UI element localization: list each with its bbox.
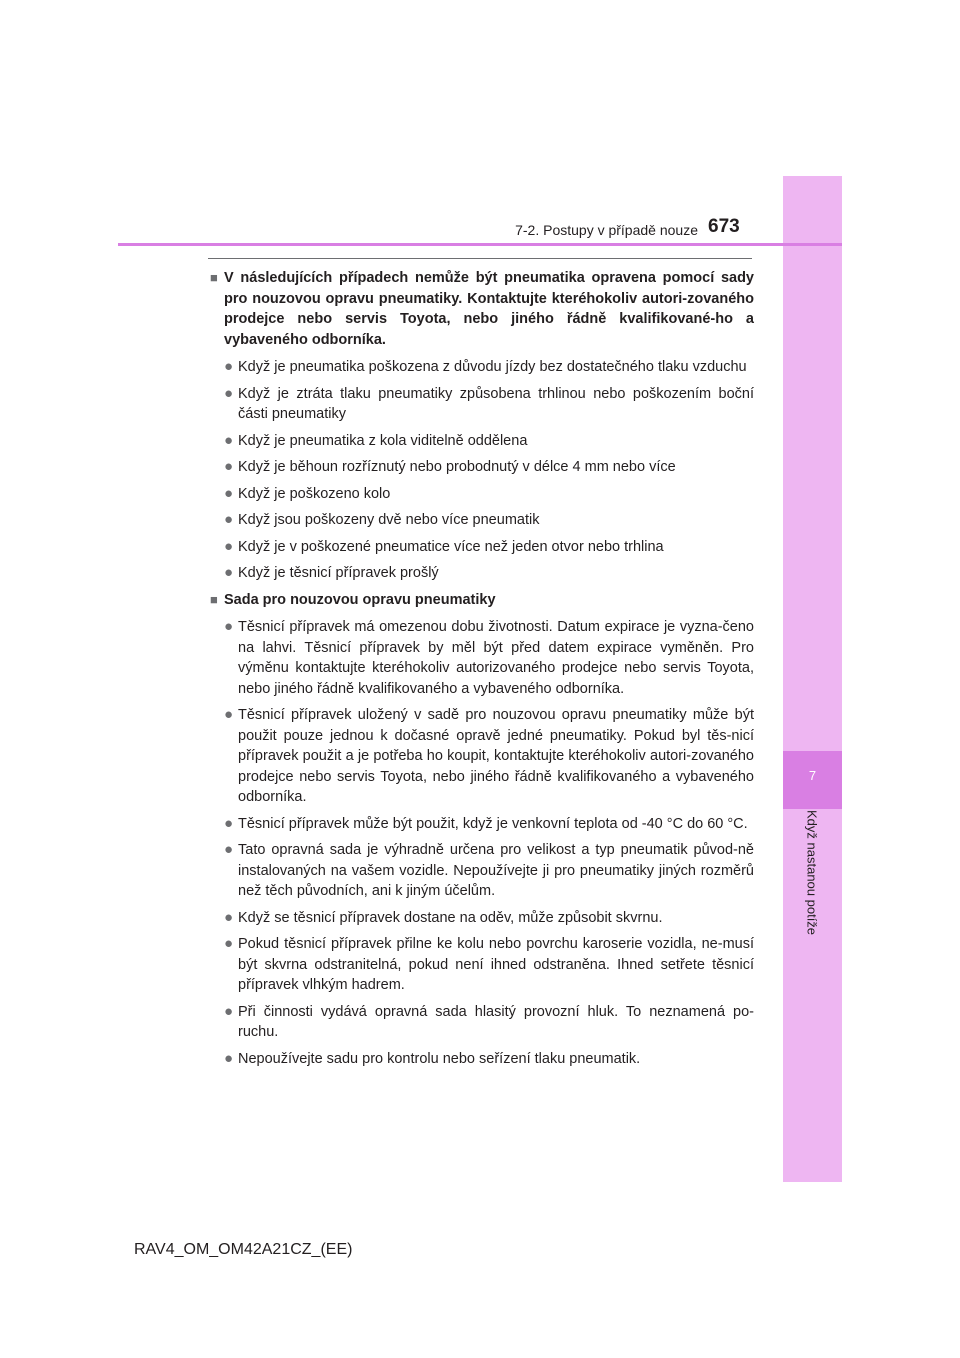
top-rule <box>208 258 752 259</box>
section-title: 7-2. Postupy v případě nouze <box>515 222 698 238</box>
square-bullet-icon: ■ <box>210 270 218 285</box>
chapter-number: 7 <box>808 768 817 783</box>
circle-bullet-icon: ● <box>224 841 234 858</box>
list-item: ● Když je v poškozené pneumatice více než jeden otvor nebo trhlina <box>224 537 754 558</box>
circle-bullet-icon: ● <box>224 431 234 449</box>
circle-bullet-icon: ● <box>224 384 234 402</box>
circle-bullet-icon: ● <box>224 511 234 528</box>
list-item: ● Při činnosti vydává opravná sada hlasitý provozní hluk. To neznamená po-ruchu. <box>224 1002 754 1043</box>
circle-bullet-icon: ● <box>224 1049 234 1067</box>
section-heading: ■ Sada pro nouzovou opravu pneumatiky <box>210 590 754 611</box>
list-item: ● Nepoužívejte sadu pro kontrolu nebo seřízení tlaku pneumatik. <box>224 1049 754 1070</box>
list-item: ● Když jsou poškozeny dvě nebo více pneumatik <box>224 510 754 531</box>
section-heading: ■ V následujících případech nemůže být pneumatika opravena pomocí sady pro nouzovou opravu pneumatiky. Kontaktujte kteréhokoliv autori-zovaného prodejce nebo servis Toyota, nebo jiného řádně kvalifikované-ho a vybaveného odborníka. <box>210 268 754 350</box>
list-item: ● Když je pneumatika poškozena z důvodu jízdy bez dostatečného tlaku vzduchu <box>224 357 754 378</box>
list-item: ● Těsnicí přípravek může být použit, když je venkovní teplota od -40 °C do 60 °C. <box>224 814 754 835</box>
list-item: ● Když je těsnicí přípravek prošlý <box>224 563 754 584</box>
list-item: ● Když je pneumatika z kola viditelně oddělena <box>224 431 754 452</box>
page-number: 673 <box>708 216 740 237</box>
circle-bullet-icon: ● <box>224 484 234 502</box>
list-item: ● Když se těsnicí přípravek dostane na oděv, může způsobit skvrnu. <box>224 908 754 929</box>
header-line <box>118 243 842 246</box>
list-item: ● Pokud těsnicí přípravek přilne ke kolu nebo povrchu karoserie vozidla, ne-musí být skvrna odstranitelná, pokud není ihned odstraněna. Ihned setřete těsnicí přípravek vlhkým hadrem. <box>224 934 754 996</box>
circle-bullet-icon: ● <box>224 458 234 475</box>
circle-bullet-icon: ● <box>224 1002 234 1020</box>
list-item: ● Když je ztráta tlaku pneumatiky způsobena trhlinou nebo poškozením boční části pneumatiky <box>224 384 754 425</box>
circle-bullet-icon: ● <box>224 935 234 952</box>
circle-bullet-icon: ● <box>224 814 234 832</box>
circle-bullet-icon: ● <box>224 618 234 635</box>
circle-bullet-icon: ● <box>224 564 234 581</box>
chapter-title: Když nastanou potíže <box>804 810 820 936</box>
document-code: RAV4_OM_OM42A21CZ_(EE) <box>134 1241 353 1258</box>
circle-bullet-icon: ● <box>224 908 234 926</box>
list-item: ● Těsnicí přípravek uložený v sadě pro nouzovou opravu pneumatiky může být použit pouze jednou k dočasné opravě jedné pneumatiky. Pokud byl těs-nicí přípravek použit a je potřeba ho koupit, kontaktujte kteréhokoliv autori-zovaného prodejce nebo servis Toyota, nebo jiného řádně kvalifikovaného a vybaveného odborníka. <box>224 705 754 808</box>
circle-bullet-icon: ● <box>224 537 234 555</box>
list-item: ● Těsnicí přípravek má omezenou dobu životnosti. Datum expirace je vyzna-čeno na lahvi. Těsnicí přípravek by měl být před datem expirace vyměněn. Pro výměnu kontaktujte kteréhokoliv autorizovaného prodejce nebo servis Toyota, nebo jiného řádně kvalifikovaného a vybaveného odborníka. <box>224 617 754 699</box>
list-item: ● Když je běhoun rozříznutý nebo probodnutý v délce 4 mm nebo více <box>224 457 754 478</box>
chapter-side-tab <box>783 176 842 1182</box>
circle-bullet-icon: ● <box>224 706 234 723</box>
list-item: ● Tato opravná sada je výhradně určena pro velikost a typ pneumatik původ-ně instalovaných na vašem vozidle. Nepoužívejte ji pro pneumatiky jiných rozměrů než těch původních, ani k jiným účelům. <box>224 840 754 902</box>
square-bullet-icon: ■ <box>210 591 218 607</box>
circle-bullet-icon: ● <box>224 358 234 375</box>
page-content <box>210 268 754 1075</box>
list-item: ● Když je poškozeno kolo <box>224 484 754 505</box>
